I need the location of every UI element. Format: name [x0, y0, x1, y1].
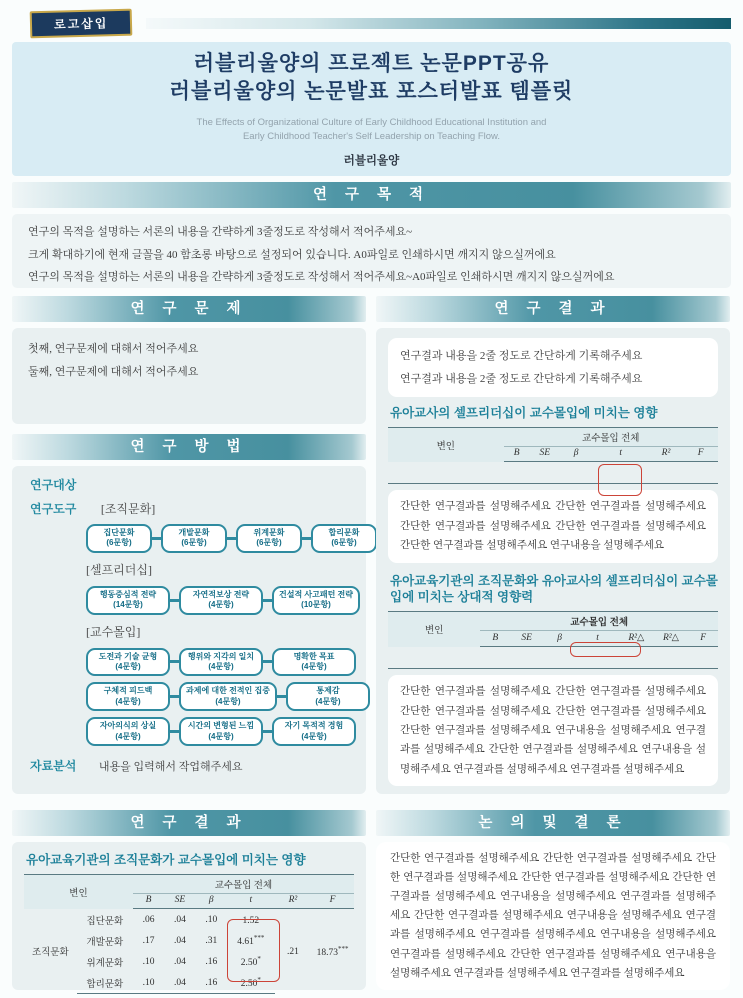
factor-name: 도전과 기술 균형 — [98, 651, 158, 661]
section-header-purpose — [12, 182, 731, 208]
factor-count: (4문항) — [208, 600, 234, 610]
organizational-culture-boxes — [86, 524, 360, 553]
factor-count: (4문항) — [208, 661, 234, 671]
factor-count: (4문항) — [115, 661, 141, 671]
connector-line — [227, 537, 236, 540]
col-header-B: B — [480, 631, 510, 647]
cell-t: 1.52 — [242, 916, 260, 927]
cell-SE: .04 — [173, 935, 186, 946]
factor-box — [272, 648, 356, 677]
factor-name: 합리문화 — [328, 528, 360, 537]
empty-table-body — [388, 647, 718, 669]
purpose-line: 크게 확대하기에 현재 글꼴을 40 함초롱 바탕으로 설정되어 있습니다. A0파일로 인쇄하시면 깨지지 않으실꺼에요 — [28, 248, 556, 261]
factor-count: (4문항) — [208, 731, 234, 741]
connector-line — [263, 599, 272, 602]
right-column — [376, 296, 730, 990]
col-header-t: t — [576, 631, 619, 647]
section-header-method — [12, 434, 366, 460]
col-header-SE: SE — [530, 447, 560, 462]
cell-SE: .04 — [173, 914, 186, 925]
poster-title-line1: 러블리울양의 프로젝트 논문PPT공유 — [193, 51, 550, 75]
factor-box — [272, 717, 356, 746]
col-header-t: t — [593, 447, 649, 462]
logo-placeholder-badge[interactable] — [30, 8, 133, 38]
factor-name: 개발문화 — [178, 528, 210, 537]
highlight-box-t-values — [227, 919, 280, 982]
teaching-flow-boxes-row3 — [86, 717, 354, 746]
teaching-flow-boxes-row2 — [86, 682, 354, 711]
right-table1-wrap — [388, 427, 718, 484]
factor-count: (6문항) — [181, 538, 207, 548]
col-header-SE: SE — [164, 894, 195, 909]
factor-name: 자아의식의 상실 — [99, 721, 157, 731]
factor-box — [161, 524, 227, 553]
table-title-relative-influence: 유아교육기관의 조직문화와 유아교사의 셀프리더십이 교수몰입에 미치는 상대적 영향력 — [390, 573, 718, 604]
factor-name: 과제에 대한 전적인 집중 — [186, 686, 270, 696]
cell-SE: .04 — [173, 956, 186, 967]
factor-name: 자연적보상 전략 — [192, 589, 250, 599]
purpose-line: 연구의 목적을 설명하는 서론의 내용을 간략하게 3줄정도로 작성해서 적어주세요~A0파일로 인쇄하시면 깨지지 않으실꺼에요 — [28, 271, 615, 284]
col-header-beta: β — [196, 894, 227, 909]
discussion-paragraph: 간단한 연구결과를 설명해주세요 간단한 연구결과를 설명해주세요 간단한 연구결과를 설명해주세요 간단한 연구결과를 설명해주세요 간단한 연구결과를 설명해주세요 연구내용을 설명해주세요 연구결과를 설명해주세요 간단한 연구결과를 설명해주세요 연구내용을 설명해주세요 연구결과를 설명해주세요 연구결과를 설명해주세요 연구내용을 설명해주세요 연구결과를 설명해주세요 간단한 연구결과를 설명해주세요 연구내용을 설명해주세요 연구결과를 설명해주세요 연구결과를 설명해주세요 — [390, 853, 716, 979]
col-header-R2: R² — [275, 894, 311, 909]
highlight-box-t-empty2 — [570, 642, 641, 657]
regression-table-self-leadership — [388, 427, 718, 484]
title-block — [12, 42, 731, 176]
empty-table-body — [388, 462, 718, 484]
factor-count: (6문항) — [106, 538, 132, 548]
results-note-line: 연구결과 내용을 2줄 정도로 간단하게 기록해주세요 — [400, 350, 643, 362]
col-header-F: F — [683, 447, 718, 462]
cell-beta: .31 — [205, 935, 218, 946]
results-note-box — [388, 338, 718, 397]
top-gradient-bar — [146, 18, 731, 29]
results-left-box — [12, 842, 366, 990]
row-label: 위계문화 — [86, 958, 124, 969]
cell-B: .06 — [142, 914, 155, 925]
factor-name: 시간의 변형된 느낌 — [187, 721, 255, 731]
section-header-discussion — [376, 810, 730, 836]
cell-F: 18.73*** — [316, 944, 349, 959]
factor-count: (6문항) — [256, 538, 282, 548]
table-title-org-culture: 유아교육기관의 조직문화가 교수몰입에 미치는 영향 — [26, 853, 306, 867]
factor-count: (4문항) — [301, 731, 327, 741]
connector-line — [170, 730, 179, 733]
col-header-B: B — [504, 447, 530, 462]
table-title-self-leadership: 유아교사의 셀프리더십이 교수몰입에 미치는 영향 — [390, 406, 658, 421]
results-paragraph2: 간단한 연구결과를 설명해주세요 간단한 연구결과를 설명해주세요 간단한 연구결과를 설명해주세요 간단한 연구결과를 설명해주세요 간단한 연구결과를 설명해주세요 연구내용을 설명해주세요 연구결과를 설명해주세요 간단한 연구결과를 설명해주세요 연구내용을 설명해주세요 연구결과를 설명해주세요 연구결과를 설명해주세요 — [400, 686, 706, 775]
factor-box — [179, 648, 263, 677]
cell-beta: .16 — [205, 956, 218, 967]
analysis-row — [30, 756, 354, 779]
factor-name: 자기 목적적 경험 — [284, 721, 344, 731]
factor-box — [179, 717, 263, 746]
section-header-results-label: 연 구 결 과 — [494, 301, 612, 317]
factor-name: 명확한 목표 — [293, 651, 335, 661]
cell-R2: .21 — [286, 946, 299, 957]
row-label: 합리문화 — [77, 972, 133, 994]
poster-title-line2: 러블리울양의 논문발표 포스터발표 템플릿 — [169, 80, 574, 104]
results-paragraph-box2 — [388, 675, 718, 786]
connector-line — [277, 695, 286, 698]
col-header-R2-delta2: R²△ — [654, 631, 689, 647]
method-subject-row — [30, 476, 354, 494]
col-header-F: F — [688, 631, 718, 647]
factor-box — [86, 682, 170, 711]
cell-beta: .10 — [205, 914, 218, 925]
col-header-B: B — [133, 894, 164, 909]
factor-name: 집단문화 — [103, 528, 135, 537]
results-right-box — [376, 328, 730, 794]
purpose-line: 연구의 목적을 설명하는 서론의 내용을 간략하게 3줄정도로 작성해서 적어주세요~ — [28, 226, 413, 238]
section-header-purpose-label: 연 구 목 적 — [312, 187, 431, 203]
method-box — [12, 466, 366, 794]
factor-count: (4문항) — [215, 696, 241, 706]
col-header-beta: β — [560, 447, 593, 462]
factor-box — [86, 717, 170, 746]
results-paragraph1: 간단한 연구결과를 설명해주세요 간단한 연구결과를 설명해주세요 간단한 연구결과를 설명해주세요 간단한 연구결과를 설명해주세요 간단한 연구결과를 설명해주세요 연구내용을 설명해주세요 — [400, 501, 706, 552]
connector-line — [263, 660, 272, 663]
factor-name: 위계문화 — [253, 528, 285, 537]
factor-name: 건설적 사고패턴 전략 — [279, 589, 353, 599]
factor-count: (6문항) — [331, 538, 357, 548]
row-label: 개발문화 — [86, 937, 124, 948]
poster-author: 러블리울양 — [343, 155, 400, 168]
factor-count: (4문항) — [115, 696, 141, 706]
factor-name: 행위와 지각의 일치 — [187, 651, 255, 661]
self-leadership-boxes — [86, 586, 354, 615]
factor-count: (4문항) — [115, 731, 141, 741]
col-header-beta: β — [543, 631, 576, 647]
col-header-SE: SE — [510, 631, 543, 647]
factor-name: 통제감 — [316, 686, 340, 696]
col-header-R2-delta: R²△ — [619, 631, 654, 647]
row-label: 집단문화 — [86, 916, 124, 927]
factor-name: 구체적 피드백 — [103, 686, 153, 696]
factor-name: 행동중심적 전략 — [99, 589, 157, 599]
teaching-flow-boxes-row1 — [86, 648, 354, 677]
discussion-box — [376, 842, 730, 990]
table-row — [24, 909, 354, 931]
right-table2-wrap — [388, 611, 718, 669]
factor-box — [86, 586, 170, 615]
connector-line — [302, 537, 311, 540]
regression-table-relative-influence — [388, 611, 718, 669]
factor-count: (10문항) — [301, 600, 331, 610]
factor-box — [272, 586, 360, 615]
factor-box — [311, 524, 377, 553]
section-header-problem — [12, 296, 366, 322]
tool-label: 연구도구 — [30, 502, 77, 516]
cell-t: 4.61*** — [237, 934, 265, 948]
cell-B: .10 — [142, 956, 155, 967]
cell-B: .17 — [142, 935, 155, 946]
logo-placeholder-label: 로고삽입 — [53, 15, 109, 32]
purpose-text-box — [12, 214, 731, 288]
section-header-results-left-label: 연 구 결 과 — [130, 815, 248, 831]
connector-line — [152, 537, 161, 540]
section-header-discussion-label: 논 의 및 결 론 — [478, 815, 628, 831]
section-header-results — [376, 296, 730, 322]
col-header-t: t — [227, 894, 275, 909]
col-group-header: 교수몰입 전체 — [480, 612, 718, 631]
col-header-R2: R² — [649, 447, 684, 462]
connector-line — [170, 660, 179, 663]
cell-beta: .16 — [196, 972, 227, 994]
connector-line — [170, 695, 179, 698]
top-bar — [12, 8, 731, 38]
col-header-variable: 변인 — [388, 612, 480, 647]
factor-box — [179, 586, 263, 615]
col-header-F: F — [311, 894, 354, 909]
cell-B: .10 — [133, 972, 164, 994]
problem-line: 둘째, 연구문제에 대해서 적어주세요 — [28, 365, 199, 378]
problem-text-box — [12, 328, 366, 424]
factor-count: (4문항) — [301, 661, 327, 671]
method-tool-row — [30, 500, 354, 518]
analysis-label: 자료분석 — [30, 758, 77, 773]
factor-box — [179, 682, 277, 711]
group3-title: [교수몰입] — [86, 624, 141, 639]
factor-count: (4문항) — [315, 696, 341, 706]
section-header-results-left — [12, 810, 366, 836]
results-paragraph-box1 — [388, 490, 718, 562]
regression-table-org-culture — [24, 874, 354, 994]
connector-line — [263, 730, 272, 733]
section-header-method-label: 연 구 방 법 — [130, 439, 248, 455]
factor-count: (14문항) — [113, 600, 143, 610]
col-header-variable: 변인 — [24, 875, 133, 909]
section-header-problem-label: 연 구 문 제 — [130, 301, 248, 317]
factor-box — [286, 682, 370, 711]
analysis-text: 내용을 입력해서 작업해주세요 — [98, 760, 243, 773]
group1-title: [조직문화] — [100, 502, 156, 516]
col-group-header: 교수몰입 전체 — [133, 875, 354, 894]
connector-line — [170, 599, 179, 602]
factor-box — [86, 648, 170, 677]
group2-title: [셀프리더십] — [86, 562, 152, 577]
factor-box — [236, 524, 302, 553]
cell-SE: .04 — [164, 972, 195, 994]
highlight-box-t-empty — [598, 464, 643, 496]
cell-t: 2.50* — [227, 972, 275, 994]
poster-subtitle-line2: Early Childhood Teacher's Self Leadership on Teaching Flow. — [242, 131, 501, 143]
problem-line: 첫째, 연구문제에 대해서 적어주세요 — [28, 343, 199, 355]
poster-subtitle-line1: The Effects of Organizational Culture of Early Childhood Educational Institution and — [196, 116, 547, 128]
factor-box — [86, 524, 152, 553]
group-label-cell: 조직문화 — [32, 948, 69, 959]
left-column — [12, 296, 366, 990]
subject-label: 연구대상 — [30, 478, 77, 492]
results-table-wrap — [24, 874, 354, 994]
cell-t: 2.50* — [240, 955, 261, 969]
col-group-header: 교수몰입 전체 — [504, 428, 718, 447]
col-header-variable: 변인 — [388, 428, 504, 462]
results-note-line: 연구결과 내용을 2줄 정도로 간단하게 기록해주세요 — [400, 372, 643, 385]
